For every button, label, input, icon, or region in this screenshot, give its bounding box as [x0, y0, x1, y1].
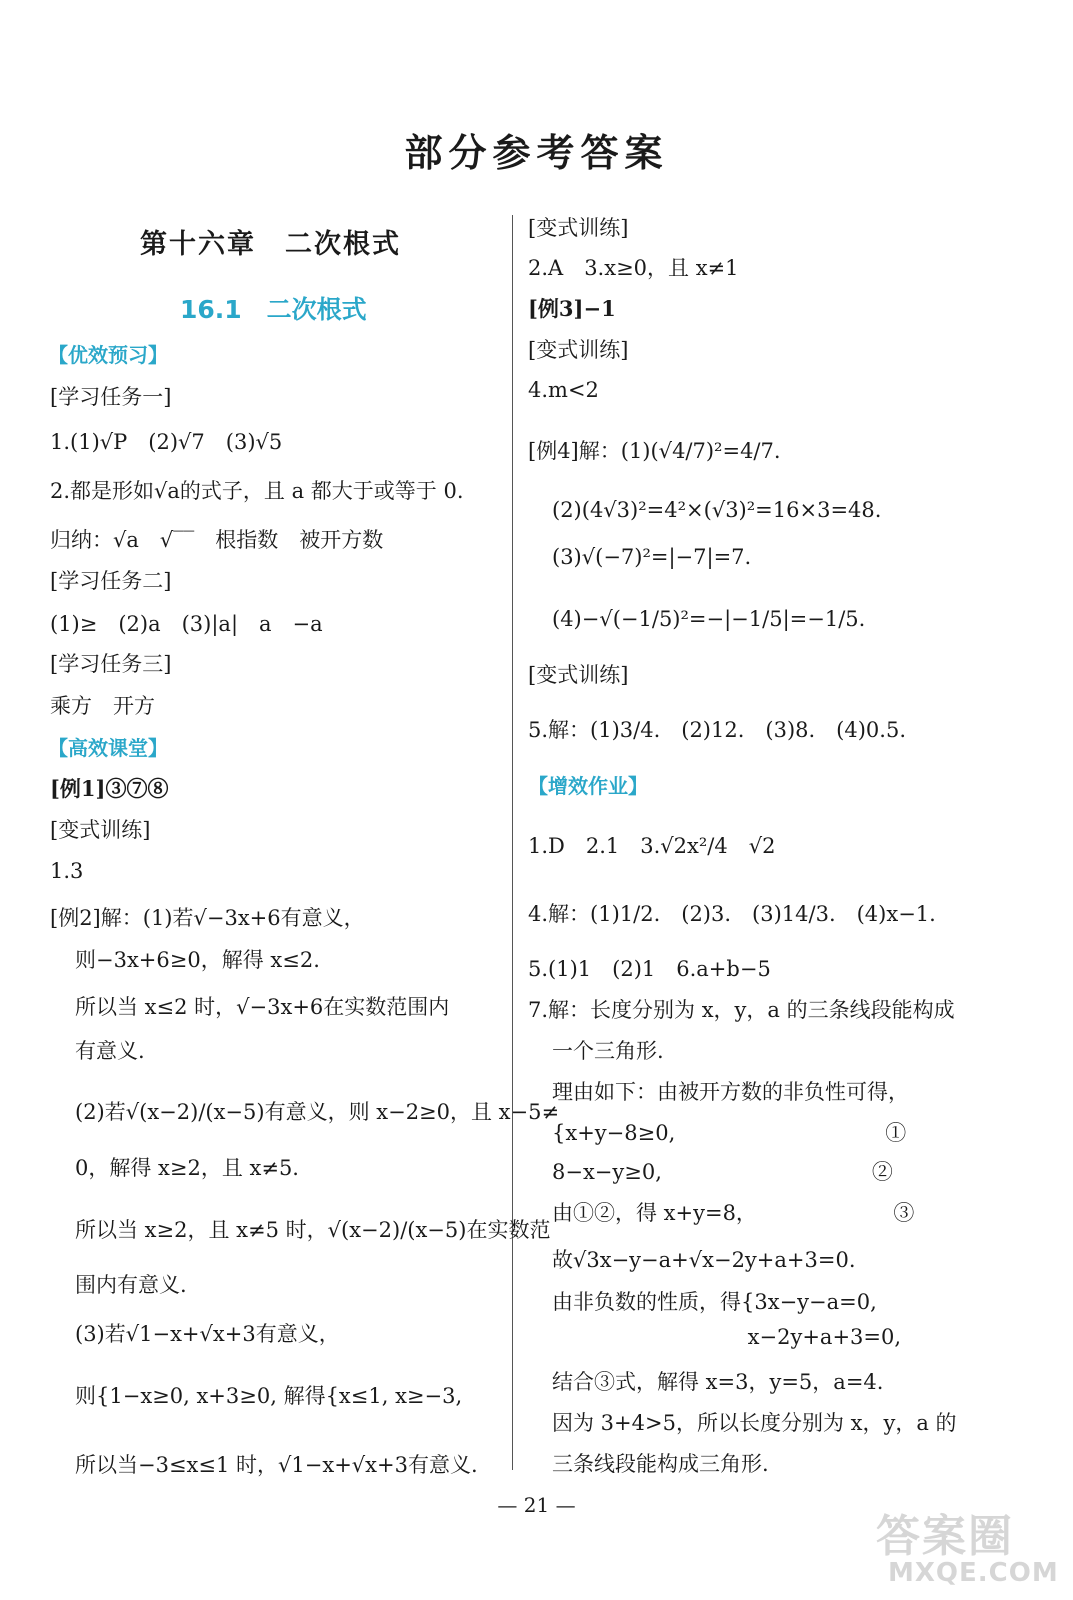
answer-line: 所以当 x≥2，且 x≠5 时，√(x−2)/(x−5)在实数范 — [75, 1218, 551, 1242]
answer-line: [例1]③⑦⑧ — [50, 776, 169, 801]
answer-line: [例4]解：(1)(√4/7)²=4/7. — [528, 439, 781, 463]
answer-line: 1.3 — [50, 859, 84, 883]
answer-line: [变式训练] — [528, 663, 629, 687]
page-title: 部分参考答案 — [404, 130, 669, 175]
answer-line: (4)−√(−1/5)²=−|−1/5|=−1/5. — [552, 607, 866, 631]
page-number: — 21 — — [497, 1493, 576, 1517]
answer-line: 2.都是形如√a的式子，且 a 都大于或等于 0. — [50, 479, 464, 503]
chapter-heading: 第十六章 二次根式 — [140, 229, 401, 260]
answer-line: 故√3x−y−a+√x−2y+a+3=0. — [552, 1248, 856, 1272]
answer-line: x−2y+a+3=0, — [552, 1325, 902, 1349]
answer-line: 乘方 开方 — [50, 694, 155, 718]
answer-line: 归纳：√a √‾‾ 根指数 被开方数 — [50, 528, 384, 552]
answer-line: 0，解得 x≥2，且 x≠5. — [75, 1156, 299, 1180]
answer-line: [变式训练] — [528, 216, 629, 240]
answer-line: 围内有意义. — [75, 1273, 187, 1297]
answer-line: 5.解：(1)3/4. (2)12. (3)8. (4)0.5. — [528, 718, 906, 742]
answer-line: 5.(1)1 (2)1 6.a+b−5 — [528, 957, 771, 981]
answer-line: 因为 3+4>5，所以长度分别为 x，y，a 的 — [552, 1411, 957, 1435]
watermark-bottom: MXQE.COM — [888, 1558, 1059, 1588]
answer-line: 1.(1)√P (2)√7 (3)√5 — [50, 430, 283, 454]
answer-line: [学习任务一] — [50, 385, 172, 409]
tag-homework: 【增效作业】 — [528, 774, 648, 798]
answer-line: 由非负数的性质，得{3x−y−a=0, — [552, 1290, 877, 1314]
watermark-logo — [866, 1500, 1066, 1595]
answer-line: 所以当−3≤x≤1 时，√1−x+√x+3有意义. — [75, 1453, 478, 1477]
answer-line: 结合③式，解得 x=3，y=5，a=4. — [552, 1370, 884, 1394]
answer-line: [学习任务三] — [50, 652, 172, 676]
answer-line: [变式训练] — [50, 818, 151, 842]
answer-line: (3)若√1−x+√x+3有意义， — [75, 1322, 340, 1346]
answer-line: (1)≥ (2)a (3)|a| a −a — [50, 612, 323, 636]
watermark-top: 答案圈 — [876, 1511, 1014, 1562]
answer-line: (2)(4√3)²=4²×(√3)²=16×3=48. — [552, 498, 882, 522]
answer-line: 1.D 2.1 3.√2x²/4 √2 — [528, 834, 776, 858]
answer-line: {x+y−8≥0, ① — [552, 1121, 907, 1145]
answer-line: 则{1−x≥0, x+3≥0, 解得{x≤1, x≥−3, — [75, 1384, 463, 1408]
answer-line: (2)若√(x−2)/(x−5)有意义，则 x−2≥0，且 x−5≠ — [75, 1100, 560, 1124]
answer-line: 8−x−y≥0, ② — [552, 1160, 893, 1184]
tag-classroom: 【高效课堂】 — [48, 736, 168, 760]
answer-line: (3)√(−7)²=|−7|=7. — [552, 545, 752, 569]
answer-line: [例3]−1 — [528, 296, 616, 321]
answer-line: 4.解：(1)1/2. (2)3. (3)14/3. (4)x−1. — [528, 902, 936, 926]
answer-line: 由①②，得 x+y=8， ③ — [552, 1201, 915, 1225]
answer-line: 4.m<2 — [528, 378, 599, 402]
answer-line: [变式训练] — [528, 338, 629, 362]
answer-line: 理由如下：由被开方数的非负性可得， — [552, 1080, 909, 1104]
answer-line: 则−3x+6≥0，解得 x≤2. — [75, 948, 320, 972]
answer-line: 三条线段能构成三角形. — [552, 1452, 769, 1476]
answer-line: [学习任务二] — [50, 569, 172, 593]
section-heading: 16.1 二次根式 — [180, 295, 367, 324]
answer-line: [例2]解：(1)若√−3x+6有意义， — [50, 906, 365, 930]
answer-line: 有意义. — [75, 1039, 145, 1063]
answer-line: 所以当 x≤2 时，√−3x+6在实数范围内 — [75, 995, 450, 1019]
column-divider — [512, 215, 513, 1470]
answer-line: 7.解：长度分别为 x，y，a 的三条线段能构成 — [528, 998, 955, 1022]
answer-line: 一个三角形. — [552, 1039, 664, 1063]
tag-preview: 【优效预习】 — [48, 343, 168, 367]
answer-line: 2.A 3.x≥0，且 x≠1 — [528, 256, 739, 280]
